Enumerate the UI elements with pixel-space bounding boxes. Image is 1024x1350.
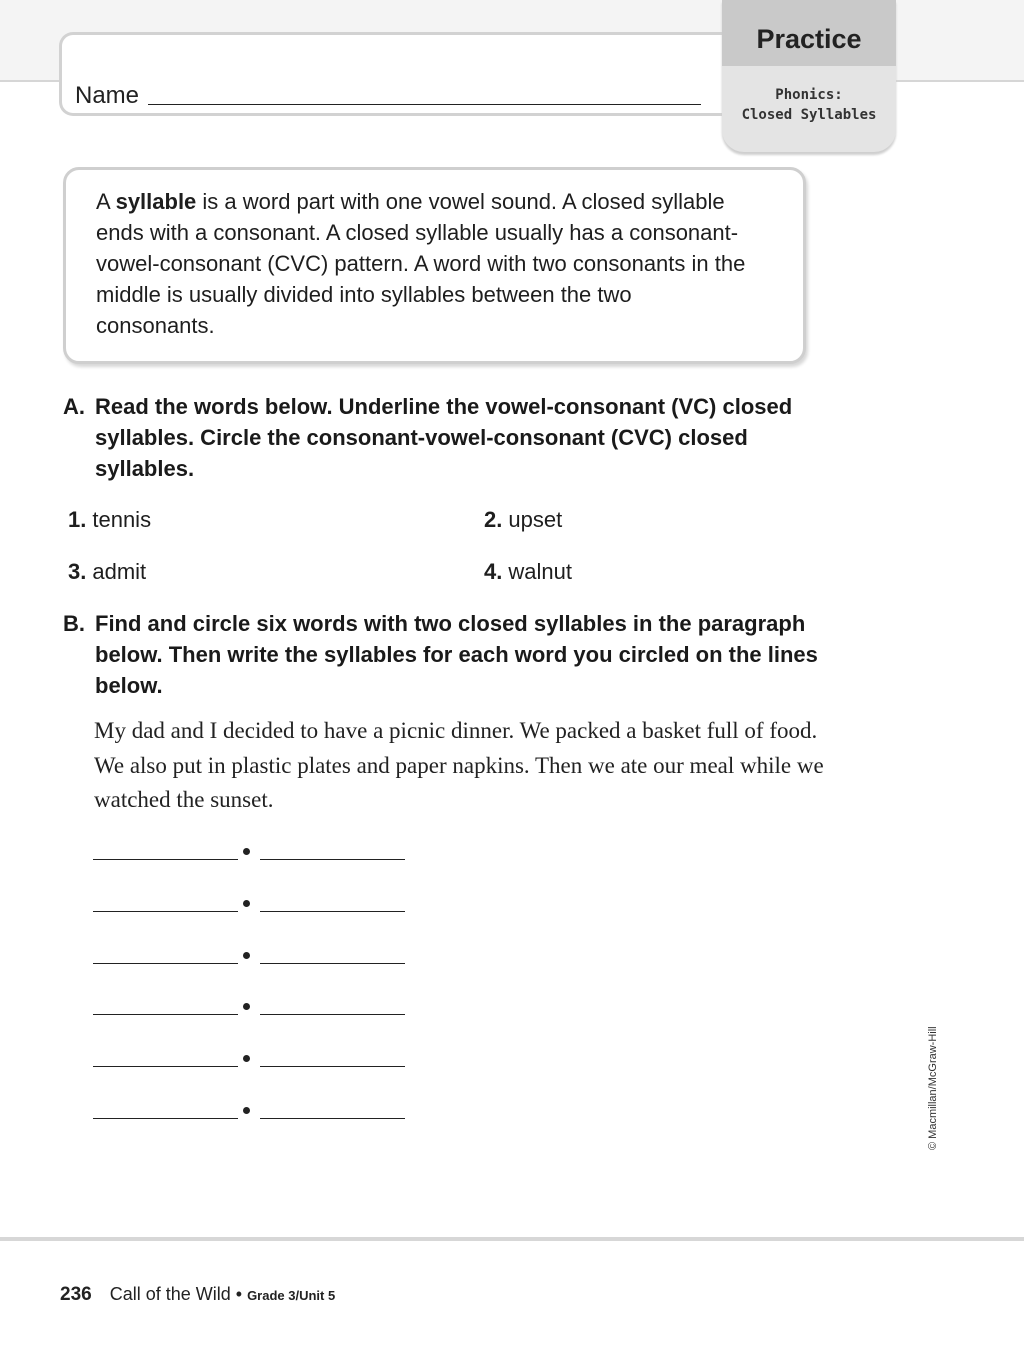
footer [60, 1284, 335, 1306]
answer-row [93, 1000, 405, 1024]
definition-text [96, 186, 756, 341]
answer-line-second-syllable[interactable] [260, 1118, 405, 1119]
word-item-number: 4. [484, 559, 503, 584]
answer-row [93, 949, 405, 973]
practice-tab [722, 0, 896, 152]
answer-line-first-syllable[interactable] [93, 1066, 238, 1067]
word-item-1[interactable] [68, 506, 151, 534]
definition-prefix: A [96, 189, 116, 214]
answer-line-first-syllable[interactable] [93, 859, 238, 860]
answer-line-first-syllable[interactable] [93, 963, 238, 964]
bullet-icon [243, 1107, 250, 1114]
section-a-text: Read the words below. Underline the vowel-consonant (VC) closed syllables. Circle the consonant-vowel-consonant (CVC) closed syllables. [95, 394, 793, 481]
grade-unit: Grade 3/Unit 5 [247, 1288, 336, 1303]
answer-line-second-syllable[interactable] [260, 1066, 405, 1067]
definition-term: syllable [115, 189, 197, 214]
answer-line-first-syllable[interactable] [93, 911, 238, 912]
word-item-word: upset [508, 507, 563, 532]
footer-divider [0, 1237, 1024, 1241]
section-b-text: Find and circle six words with two closed syllables in the paragraph below. Then write the syllables for each word you circled on the lines below. [95, 611, 818, 698]
section-a-instruction [63, 391, 823, 484]
word-item-number: 3. [68, 559, 87, 584]
word-item-word: walnut [508, 559, 572, 584]
footer-separator: • [230, 1284, 248, 1304]
word-item-3[interactable] [68, 558, 146, 586]
answer-row [93, 845, 405, 869]
practice-tab-title: Practice [756, 24, 862, 54]
definition-body: is a word part with one vowel sound. A closed syllable ends with a consonant. A closed syllable usually has a consonant-vowel-consonant (CVC) pattern. A word with two consonants in the middle is usually divided into syllables between the two consonants. [96, 189, 746, 338]
word-item-number: 2. [484, 507, 503, 532]
word-item-word: admit [92, 559, 147, 584]
bullet-icon [243, 1055, 250, 1062]
page-number: 236 [60, 1284, 92, 1305]
answer-line-second-syllable[interactable] [260, 859, 405, 860]
answer-line-first-syllable[interactable] [93, 1118, 238, 1119]
answer-line-second-syllable[interactable] [260, 963, 405, 964]
section-a-letter: A. [63, 394, 85, 419]
section-b-instruction [63, 608, 823, 701]
bullet-icon [243, 952, 250, 959]
answer-row [93, 1104, 405, 1128]
answer-row [93, 897, 405, 921]
name-label: Name [75, 82, 140, 109]
word-item-word: tennis [92, 507, 152, 532]
book-title: Call of the Wild [109, 1284, 231, 1304]
story-paragraph[interactable]: My dad and I decided to have a picnic dinner. We packed a basket full of food. We also put in plastic plates and paper napkins. Then we ate our meal while we watched the sunset. [94, 718, 824, 812]
copyright-notice: © Macmillan/McGraw-Hill [927, 1026, 939, 1150]
practice-tab-subtitle-2: Closed Syllables [741, 107, 877, 123]
bullet-icon [243, 900, 250, 907]
name-field[interactable] [148, 104, 701, 105]
answer-line-second-syllable[interactable] [260, 1014, 405, 1015]
section-b-letter: B. [63, 611, 85, 636]
answer-line-second-syllable[interactable] [260, 911, 405, 912]
practice-tab-subtitle-1: Phonics: [775, 87, 843, 103]
bullet-icon [243, 1003, 250, 1010]
answer-row [93, 1052, 405, 1076]
answer-line-first-syllable[interactable] [93, 1014, 238, 1015]
word-item-number: 1. [68, 507, 87, 532]
word-item-4[interactable] [484, 558, 572, 586]
word-item-2[interactable] [484, 506, 562, 534]
bullet-icon [243, 848, 250, 855]
